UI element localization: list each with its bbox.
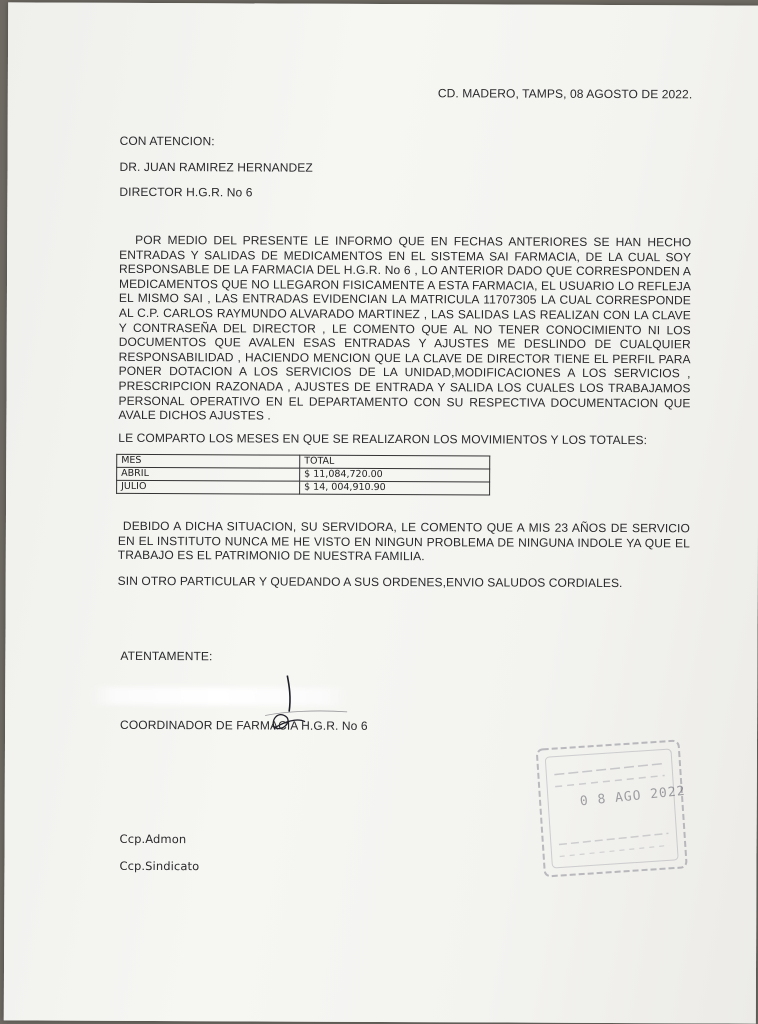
table-cell-month: JULIO [117, 480, 300, 494]
cc-sindicato: Ccp.Sindicato [119, 858, 200, 874]
cc-admon: Ccp.Admon [119, 831, 187, 847]
stamp-date: 0 8 AGO 2022 [579, 783, 687, 810]
table-header-month: MES [117, 454, 300, 468]
stamp-icon [532, 736, 691, 881]
table-header-total: TOTAL [300, 455, 490, 469]
signer-title: COORDINADOR DE FARMACIA H.G.R. No 6 [120, 717, 368, 733]
table-cell-total: $ 11,084,720.00 [300, 468, 490, 482]
totals-table [116, 454, 490, 496]
table-row [117, 480, 490, 495]
closing-line: SIN OTRO PARTICULAR Y QUEDANDO A SUS ORDENES,ENVIO SALUDOS CORDIALES. [117, 573, 623, 591]
sign-off: ATENTAMENTE: [120, 648, 213, 664]
date-line: CD. MADERO, TAMPS, 08 AGOSTO DE 2022. [437, 86, 693, 102]
table-cell-total: $ 14, 004,910.90 [300, 481, 490, 495]
body-paragraph-1: POR MEDIO DEL PRESENTE LE INFORMO QUE EN FECHAS ANTERIORES SE HAN HECHO ENTRADAS Y SALIDAS DE MEDICAMENTOS EN EL SISTEMA SAI FARMACIA, DE LA CUAL SOY RESPONSABLE DE LA FARMACIA DEL H.G.R. No 6 , LO ANTERIOR DADO QUE CORRESPONDEN A MEDICAMENTOS QUE NO LLEGARON FISICAMENTE A ESTA FARMACIA, EL USUARIO LO REFLEJA EL MISMO SAI , LAS ENTRADAS EVIDENCIAN LA MATRICULA 11707305 LA CUAL CORRESPONDE AL C.P. CARLOS RAYMUNDO ALVARADO MARTINEZ , LAS SALIDAS LAS REALIZAN CON LA CLAVE Y CONTRASEÑA DEL DIRECTOR , LE COMENTO QUE AL NO TENER CONOCIMIENTO NI LOS DOCUMENTOS QUE AVALEN ESAS ENTRADAS Y AJUSTES ME DESLINDO DE CUALQUIER RESPONSABILIDAD , HACIENDO MENCION QUE LA CLAVE DE DIRECTOR TIENE EL PERFIL PARA PONER DOTACION A LOS SERVICIOS DE LA UNIDAD,MODIFICACIONES A LOS SERVICIOS , PRESCRIPCION RAZONADA , AJUSTES DE ENTRADA Y SALIDA LOS CUALES LOS TRABAJAMOS PERSONAL OPERATIVO EN EL DEPARTAMENTO CON SU RESPECTIVA DOCUMENTACION QUE AVALE DICHOS AJUSTES . [118, 232, 692, 423]
table-intro: LE COMPARTO LOS MESES EN QUE SE REALIZARON LOS MOVIMIENTOS Y LOS TOTALES: [118, 430, 648, 448]
body-paragraph-2: DEBIDO A DICHA SITUACION, SU SERVIDORA, LE COMENTO QUE A MIS 23 AÑOS DE SERVICIO EN EL INSTITUTO NUNCA ME HE VISTO EN NINGUN PROBLEMA DE NINGUNA INDOLE YA QUE EL TRABAJO ES EL PATRIMONIO DE NUESTRA FAMILIA. [117, 518, 690, 564]
recipient-title: DIRECTOR H.G.R. No 6 [119, 184, 253, 200]
attention-line: CON ATENCION: [119, 133, 215, 149]
recipient-name: DR. JUAN RAMIREZ HERNANDEZ [119, 159, 313, 175]
letter-page [4, 2, 758, 1023]
table-cell-month: ABRIL [117, 467, 300, 481]
